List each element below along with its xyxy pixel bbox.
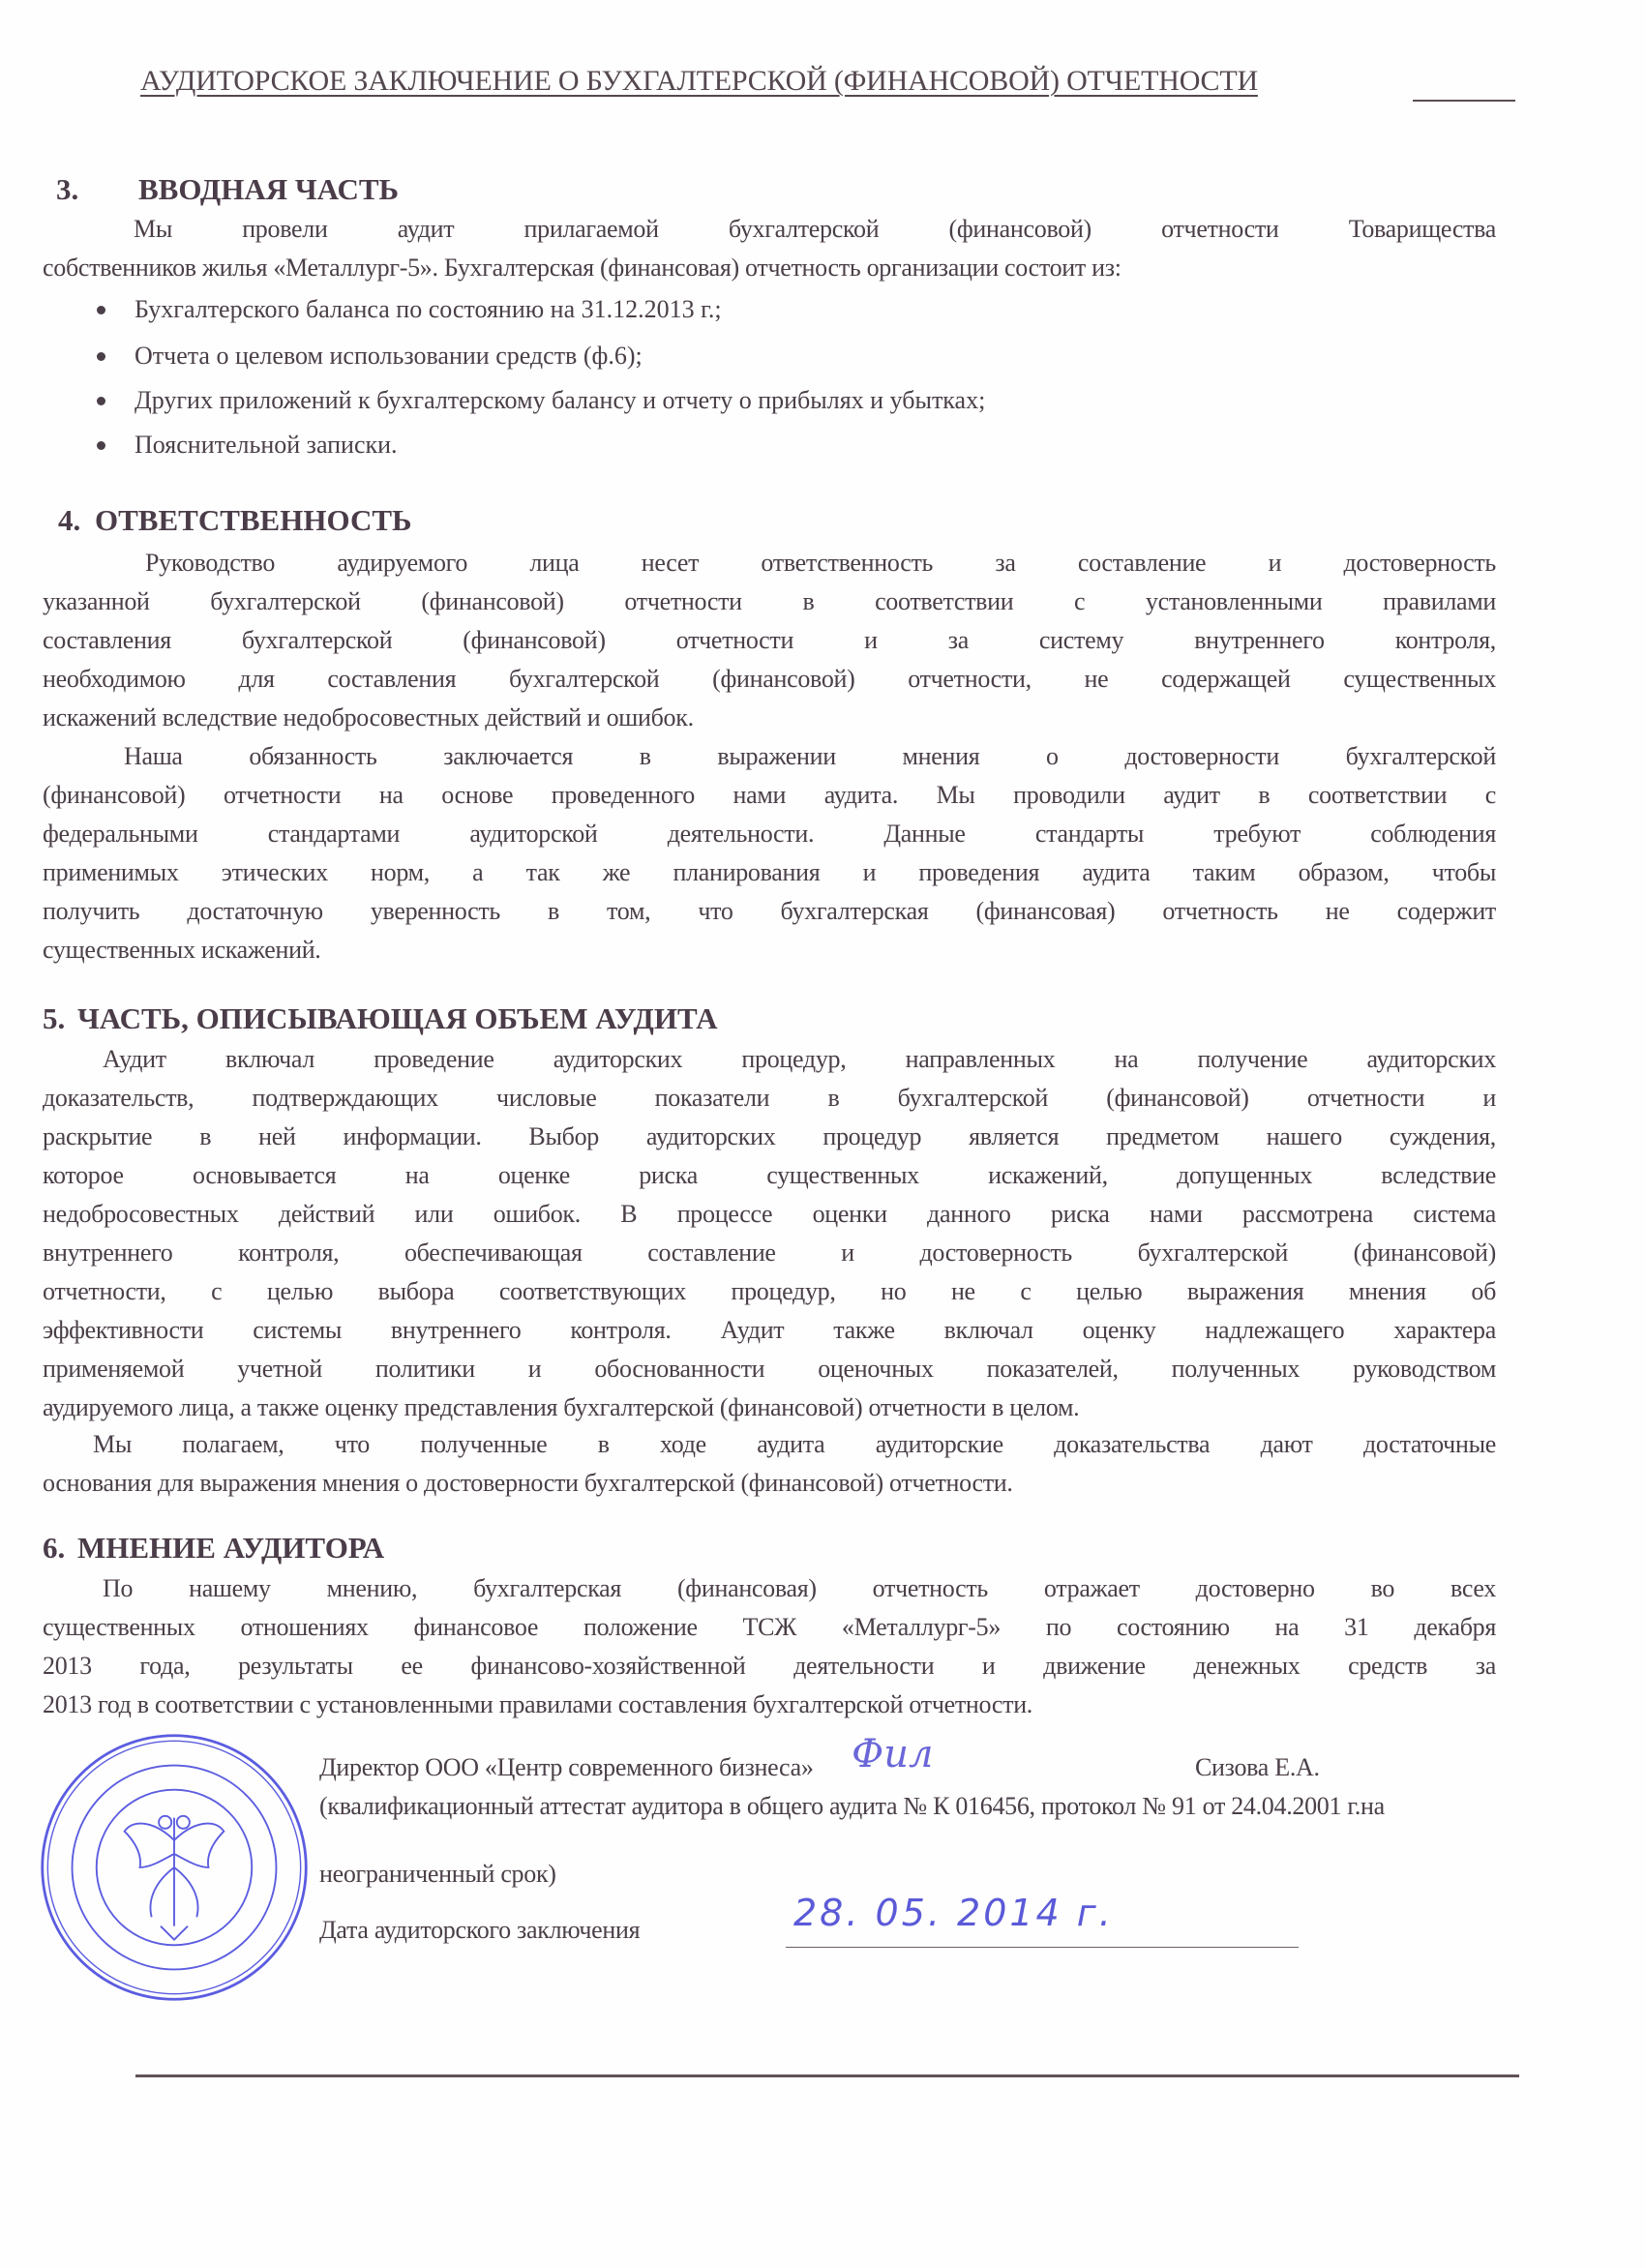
list-item: Отчета о целевом использовании средств (ф.6); — [97, 342, 643, 371]
header-underline — [1413, 100, 1515, 102]
paragraph-line: существенных искажений. — [43, 936, 321, 964]
handwritten-signature: Фил — [852, 1732, 934, 1776]
date-underline — [786, 1947, 1299, 1948]
section-3-heading — [56, 172, 399, 207]
paragraph-line: Мы полагаем, что полученные в ходе аудита аудиторские доказательства дают достаточные — [93, 1430, 1496, 1458]
paragraph-line: указанной бухгалтерской (финансовой) отчетности в соответствии с установленными правилами — [43, 587, 1496, 615]
paragraph-line: недобросовестных действий или ошибок. В процессе оценки данного риска нами рассмотрена система — [43, 1200, 1496, 1228]
paragraph-line: применимых этических норм, а так же планирования и проведения аудита таким образом, чтобы — [43, 858, 1496, 886]
list-item: Пояснительной записки. — [97, 431, 398, 460]
paragraph-line: 2013 года, результаты ее финансово-хозяйственной деятельности и движение денежных средств за — [43, 1652, 1496, 1680]
bullet-icon — [97, 352, 105, 361]
paragraph-line: которое основывается на оценке риска существенных искажений, допущенных вследствие — [43, 1161, 1496, 1189]
paragraph-line: (финансовой) отчетности на основе проведенного нами аудита. Мы проводили аудит в соответствии с — [43, 781, 1496, 809]
company-stamp — [39, 1732, 310, 2003]
paragraph-line: доказательств, подтверждающих числовые показатели в бухгалтерской (финансовой) отчетности и — [43, 1084, 1496, 1112]
list-item: Бухгалтерского баланса по состоянию на 31.12.2013 г.; — [97, 295, 722, 324]
paragraph-line: искажений вследствие недобросовестных действий и ошибок. — [43, 703, 694, 731]
section-number: 6. — [43, 1531, 66, 1565]
bullet-icon — [97, 306, 105, 314]
bullet-icon — [97, 441, 105, 450]
section-number: 4. — [58, 503, 81, 537]
list-item: Других приложений к бухгалтерскому балансу и отчету о прибылях и убытках; — [97, 386, 985, 415]
paragraph-line: Аудит включал проведение аудиторских процедур, направленных на получение аудиторских — [103, 1045, 1496, 1073]
section-number: 3. — [56, 172, 79, 206]
bullet-icon — [97, 397, 105, 405]
attestat-line: неограниченный срок) — [319, 1860, 556, 1888]
paragraph-line: раскрытие в ней информации. Выбор аудиторских процедур является предметом нашего суждения, — [43, 1122, 1496, 1150]
paragraph-line: основания для выражения мнения о достоверности бухгалтерской (финансовой) отчетности. — [43, 1469, 1013, 1497]
paragraph-line: Руководство аудируемого лица несет ответственность за составление и достоверность — [145, 549, 1496, 577]
document-header-title: АУДИТОРСКОЕ ЗАКЛЮЧЕНИЕ О БУХГАЛТЕРСКОЙ (ФИНАНСОВОЙ) ОТЧЕТНОСТИ — [140, 65, 1258, 97]
director-name: Сизова Е.А. — [1195, 1753, 1320, 1781]
section-title: ВВОДНАЯ ЧАСТЬ — [138, 172, 400, 206]
paragraph-line: 2013 год в соответствии с установленными правилами составления бухгалтерской отчетности. — [43, 1690, 1033, 1718]
paragraph-line: составления бухгалтерской (финансовой) отчетности и за систему внутреннего контроля, — [43, 626, 1496, 654]
paragraph-line: получить достаточную уверенность в том, что бухгалтерская (финансовая) отчетность не содержит — [43, 897, 1496, 925]
handwritten-date: 28. 05. 2014 г. — [793, 1892, 1114, 1934]
footer-rule — [135, 2074, 1519, 2077]
paragraph-line: По нашему мнению, бухгалтерская (финансовая) отчетность отражает достоверно во всех — [103, 1574, 1496, 1602]
paragraph-line: существенных отношениях финансовое положение ТСЖ «Металлург-5» по состоянию на 31 декабря — [43, 1613, 1496, 1641]
paragraph-line: необходимою для составления бухгалтерской (финансовой) отчетности, не содержащей существенных — [43, 665, 1496, 693]
section-5-heading — [43, 1001, 717, 1036]
paragraph-line: собственников жилья «Металлург-5». Бухгалтерская (финансовая) отчетность организации состоит из: — [43, 254, 1122, 282]
section-6-heading — [43, 1531, 384, 1566]
section-title: ОТВЕТСТВЕННОСТЬ — [95, 503, 412, 537]
section-title: ЧАСТЬ, ОПИСЫВАЮЩАЯ ОБЪЕМ АУДИТА — [77, 1001, 718, 1035]
section-number: 5. — [43, 1001, 66, 1035]
attestat-line: (квалификационный аттестат аудитора в общего аудита № К 016456, протокол № 91 от 24.04.2001 г.на — [319, 1792, 1385, 1820]
section-title: МНЕНИЕ АУДИТОРА — [77, 1531, 385, 1565]
paragraph-line: отчетности, с целью выбора соответствующих процедур, но не с целью выражения мнения об — [43, 1277, 1496, 1305]
paragraph-line: Мы провели аудит прилагаемой бухгалтерской (финансовой) отчетности Товарищества — [134, 215, 1496, 243]
paragraph-line: аудируемого лица, а также оценку представления бухгалтерской (финансовой) отчетности в целом. — [43, 1393, 1080, 1421]
paragraph-line: применяемой учетной политики и обоснованности оценочных показателей, полученных руководством — [43, 1355, 1496, 1383]
paragraph-line: внутреннего контроля, обеспечивающая составление и достоверность бухгалтерской (финансовой) — [43, 1238, 1496, 1267]
date-label: Дата аудиторского заключения — [319, 1916, 641, 1944]
paragraph-line: Наша обязанность заключается в выражении мнения о достоверности бухгалтерской — [124, 742, 1496, 770]
section-4-heading — [58, 503, 412, 538]
paragraph-line: федеральными стандартами аудиторской деятельности. Данные стандарты требуют соблюдения — [43, 820, 1496, 848]
paragraph-line: эффективности системы внутреннего контроля. Аудит также включал оценку надлежащего характера — [43, 1316, 1496, 1344]
director-label: Директор ООО «Центр современного бизнеса» — [319, 1753, 814, 1781]
